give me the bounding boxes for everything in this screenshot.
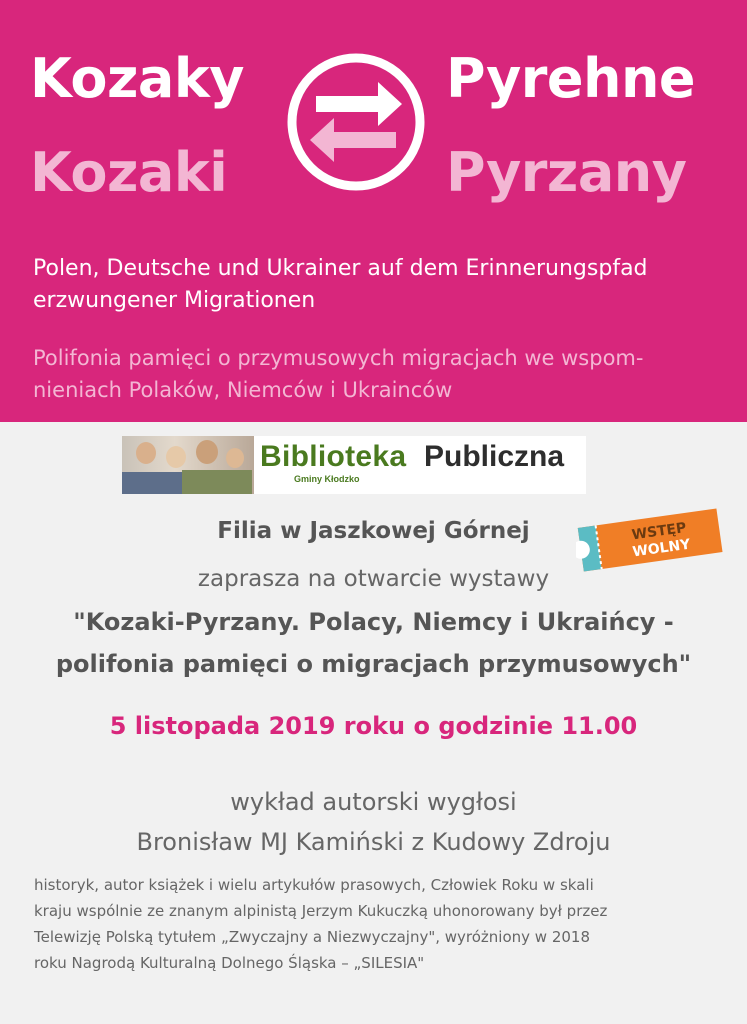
- ticket-line2: WOLNY: [631, 536, 692, 561]
- speaker-bio-line2: kraju wspólnie ze znanym alpinistą Jerzym Kukuczką uhonorowany był przez: [34, 902, 608, 920]
- library-photo: [122, 436, 254, 494]
- german-subtitle-line2: erzwungener Migrationen: [33, 288, 316, 313]
- speaker-bio-line4: roku Nagrodą Kulturalną Dolnego Śląska – „SILESIA": [34, 954, 425, 972]
- library-name-word2: Publiczna: [424, 440, 565, 473]
- event-date: 5 listopada 2019 roku o godzinie 11.00: [109, 712, 638, 740]
- polish-subtitle-line2: nieniach Polaków, Niemców i Ukrainców: [33, 378, 453, 402]
- speaker-bio-line1: historyk, autor książek i wielu artykułów prasowych, Człowiek Roku w skali: [34, 876, 594, 894]
- ticket-line1: WSTĘP: [630, 519, 688, 544]
- invitation-text: zaprasza na otwarcie wystawy: [197, 566, 550, 592]
- title-kozaky: Kozaky: [30, 47, 244, 110]
- speaker-name: Bronisław MJ Kamiński z Kudowy Zdroju: [136, 828, 611, 856]
- exhibition-title-line1: "Kozaki-Pyrzany. Polacy, Niemcy i Ukraińcy -: [73, 608, 674, 636]
- library-subtitle: Gminy Kłodzko: [294, 474, 360, 484]
- library-logo: [122, 436, 586, 494]
- title-kozaki: Kozaki: [30, 141, 228, 204]
- speaker-bio-line3: Telewizję Polską tytułem „Zwyczajny a Niezwyczajny", wyróżniony w 2018: [34, 928, 591, 946]
- title-pyrehne: Pyrehne: [446, 47, 696, 110]
- exchange-arrows-icon: [286, 52, 426, 192]
- branch-name: Filia w Jaszkowej Górnej: [217, 518, 530, 544]
- exhibition-title-line2: polifonia pamięci o migracjach przymusowych": [55, 650, 692, 678]
- library-name-word1: Biblioteka: [260, 440, 407, 473]
- header-banner: [0, 0, 747, 422]
- title-pyrzany: Pyrzany: [446, 141, 687, 204]
- german-subtitle-line1: Polen, Deutsche und Ukrainer auf dem Erinnerungspfad: [33, 256, 648, 281]
- polish-subtitle-line1: Polifonia pamięci o przymusowych migracjach we wspom-: [33, 346, 644, 370]
- lecture-intro: wykład autorski wygłosi: [230, 788, 517, 816]
